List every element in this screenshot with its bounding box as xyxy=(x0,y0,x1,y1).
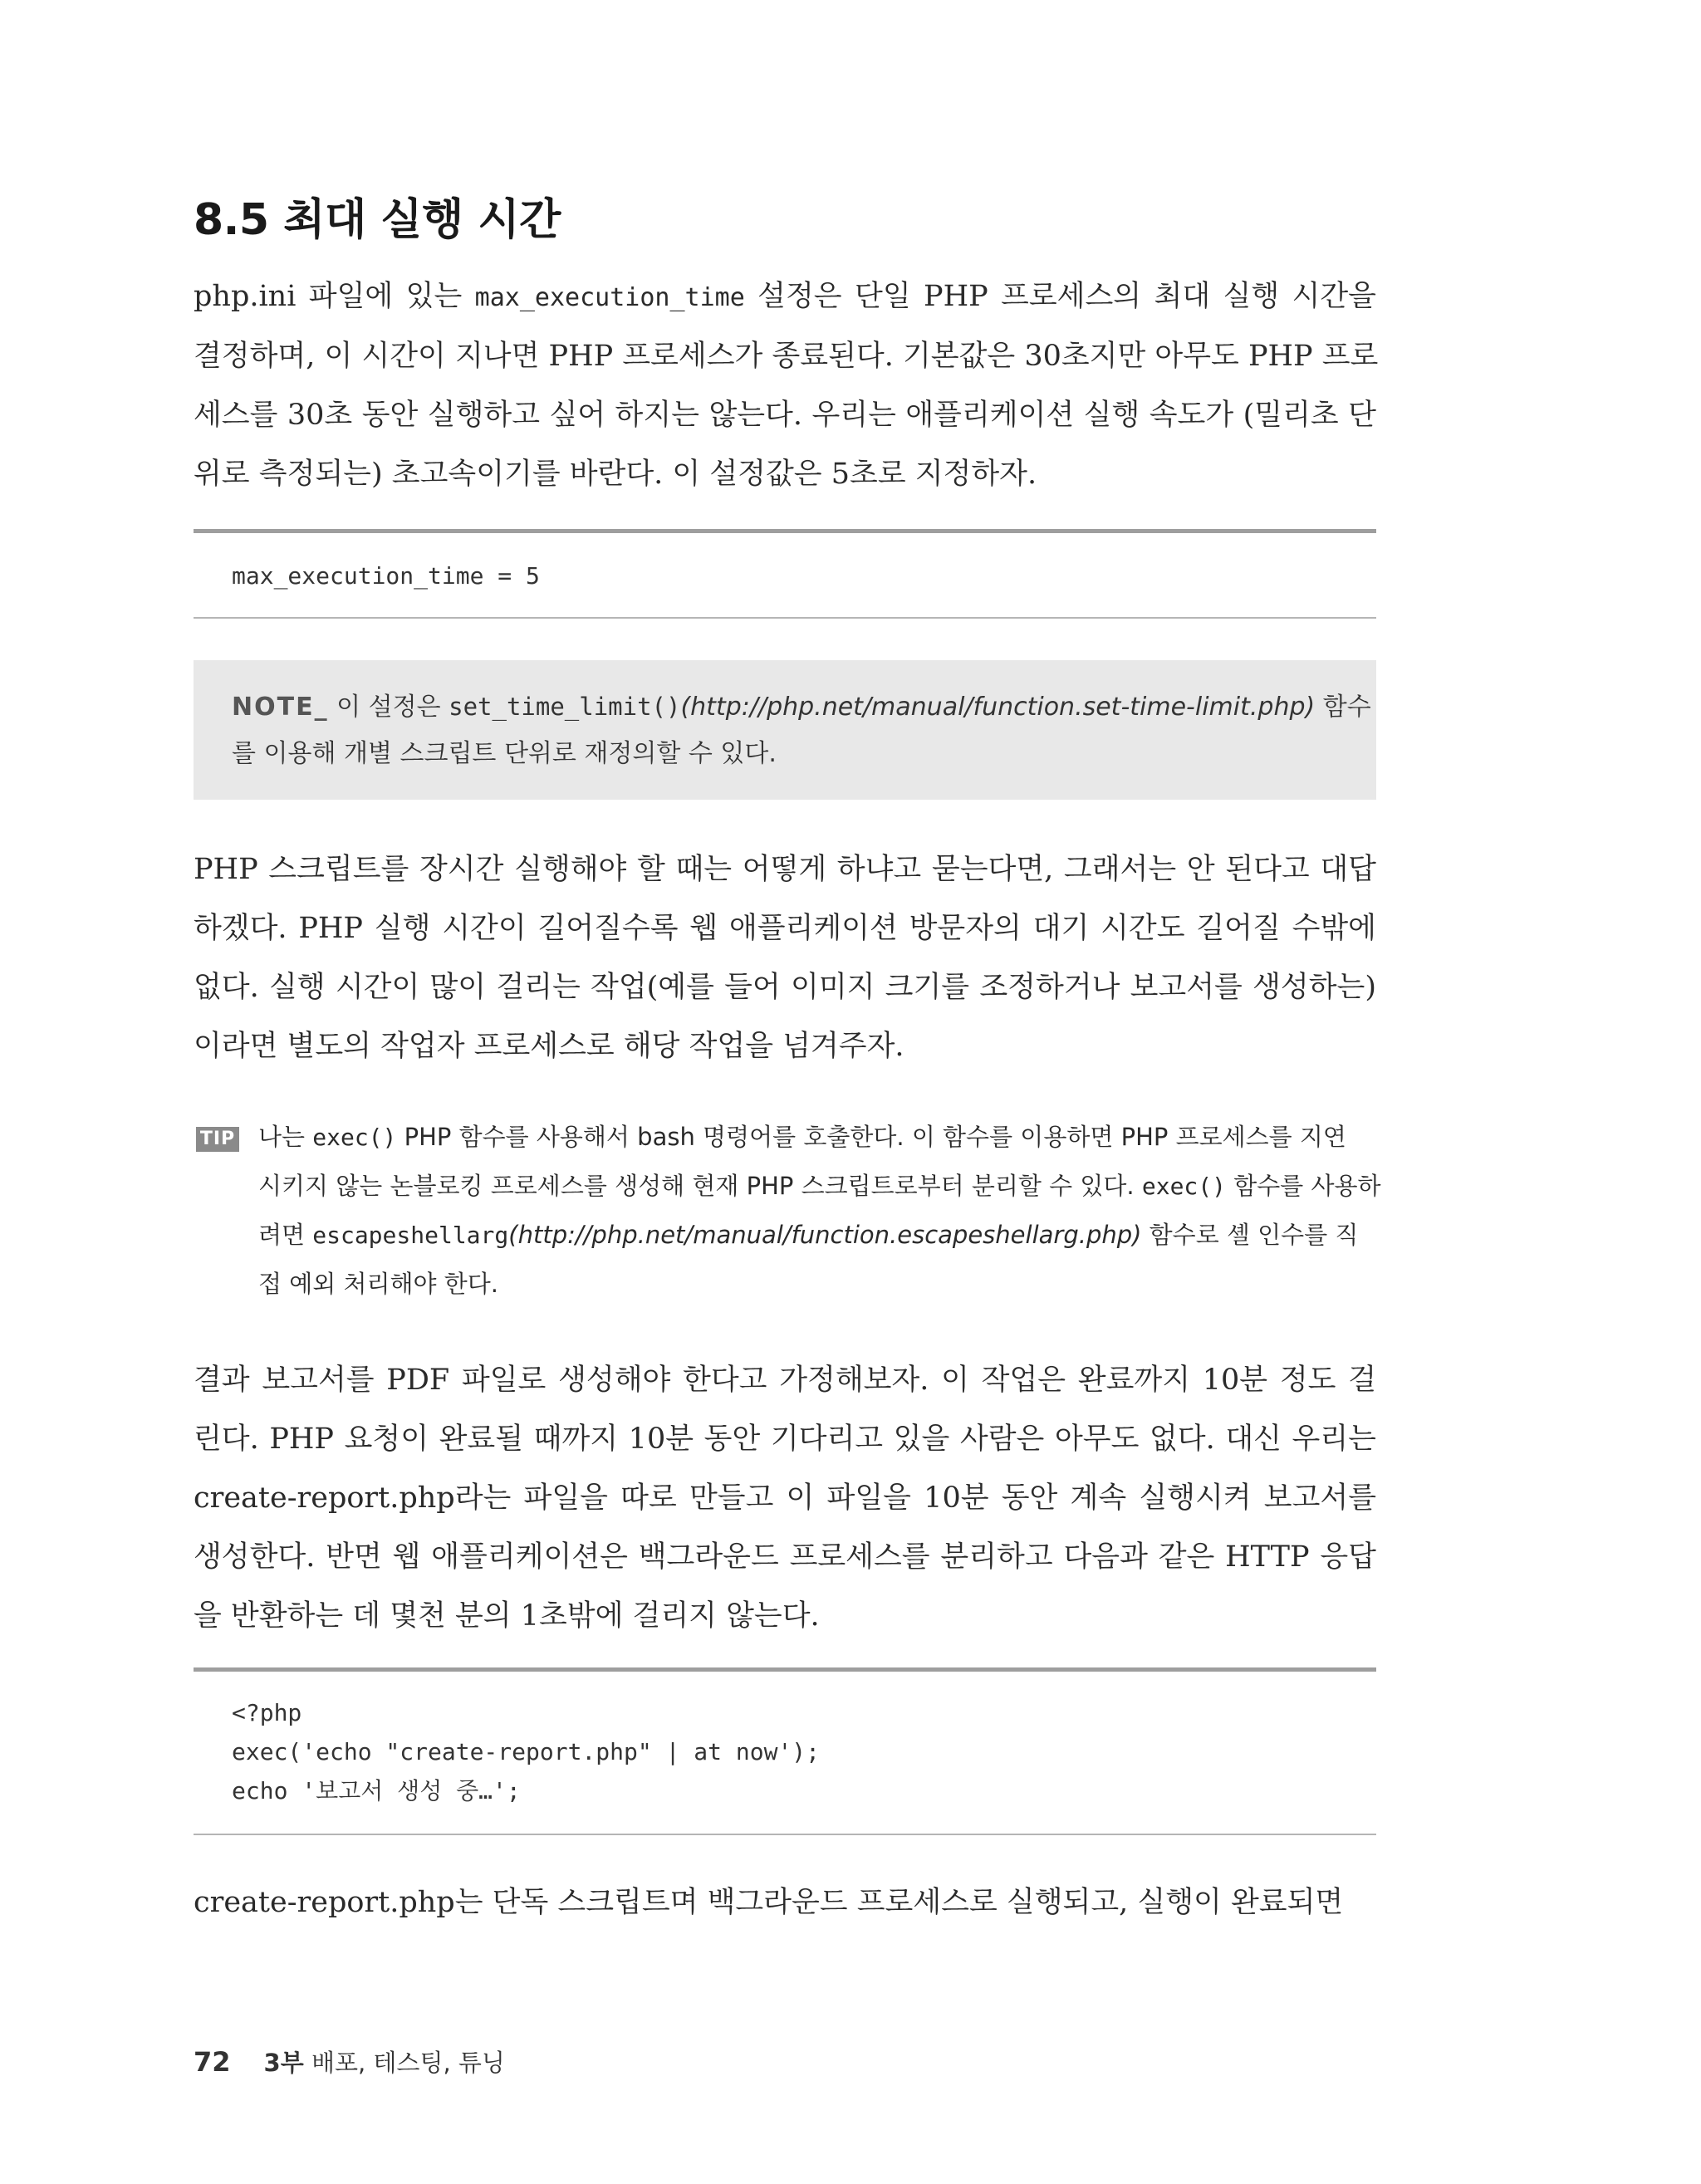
paragraph-line: create-report.php는 단독 스크립트며 백그라운드 프로세스로 실행되고, 실행이 완료되면 xyxy=(194,1886,1344,1919)
paragraph-2 xyxy=(194,840,1376,1076)
tip-line: 나는 exec() PHP 함수를 사용해서 bash 명령어를 호출한다. 이 함수를 이용하면 PHP 프로세스를 지연 xyxy=(258,1123,1346,1151)
code-block-2 xyxy=(194,1667,1376,1835)
paragraph-line: 하겠다. PHP 실행 시간이 길어질수록 웹 애플리케이션 방문자의 대기 시간도 길어질 수밖에 xyxy=(194,912,1376,945)
paragraph-line: 이라면 별도의 작업자 프로세스로 해당 작업을 넘겨주자. xyxy=(194,1030,904,1063)
part-label: 3부 xyxy=(263,2049,304,2077)
tip-line: 접 예외 처리해야 한다. xyxy=(258,1270,498,1298)
paragraph-3 xyxy=(194,1351,1376,1646)
section-heading: 8.5 최대 실행 시간 xyxy=(194,195,561,245)
page-footer xyxy=(194,2044,505,2079)
paragraph-line: 생성한다. 반면 웹 애플리케이션은 백그라운드 프로세스를 분리하고 다음과 같은 HTTP 응답 xyxy=(194,1540,1376,1574)
paragraph-line: PHP 스크립트를 장시간 실행해야 할 때는 어떻게 하냐고 묻는다면, 그래서는 안 된다고 대답 xyxy=(194,853,1376,886)
code-line: max_execution_time = 5 xyxy=(232,562,540,590)
note-url: (http://php.net/manual/function.set-time-limit.php) xyxy=(680,693,1316,722)
paragraph-line: 결과 보고서를 PDF 파일로 생성해야 한다고 가정해보자. 이 작업은 완료까지 10분 정도 걸 xyxy=(194,1364,1376,1397)
paragraph-line: 없다. 실행 시간이 많이 걸리는 작업(예를 들어 이미지 크기를 조정하거나 보고서를 생성하는) xyxy=(194,971,1376,1004)
paragraph-line: 린다. PHP 요청이 완료될 때까지 10분 동안 기다리고 있을 사람은 아무도 없다. 대신 우리는 xyxy=(194,1423,1376,1456)
paragraph-1 xyxy=(194,267,1379,504)
tip-box xyxy=(194,1113,1381,1308)
note-label: NOTE_ xyxy=(232,693,329,722)
inline-code: exec() xyxy=(312,1124,397,1151)
page-number: 72 xyxy=(194,2046,231,2078)
note-line: 를 이용해 개별 스크립트 단위로 재정의할 수 있다. xyxy=(232,739,777,768)
tip-line: 려면 escapeshellarg(http://php.net/manual/function.escapeshellarg.php) 함수로 셸 인수를 직 xyxy=(258,1221,1359,1249)
paragraph-line: 결정하며, 이 시간이 지나면 PHP 프로세스가 종료된다. 기본값은 30초지만 아무도 PHP 프로 xyxy=(194,340,1379,373)
note-box xyxy=(194,660,1376,800)
tip-body xyxy=(258,1113,1381,1308)
part-title: 배포, 테스팅, 튜닝 xyxy=(303,2049,505,2077)
code-line: exec('echo "create-report.php" | at now'); xyxy=(232,1738,821,1765)
paragraph-line: 세스를 30초 동안 실행하고 싶어 하지는 않는다. 우리는 애플리케이션 실행 속도가 (밀리초 단 xyxy=(194,399,1376,432)
note-line: NOTE_ 이 설정은 set_time_limit()(http://php.net/manual/function.set-time-limit.php) 함수 xyxy=(232,693,1371,722)
inline-code: escapeshellarg xyxy=(312,1222,509,1249)
inline-code: max_execution_time xyxy=(474,283,745,312)
inline-code: set_time_limit() xyxy=(449,693,681,721)
code-block-1 xyxy=(194,529,1376,619)
paragraph-line: 위로 측정되는) 초고속이기를 바란다. 이 설정값은 5초로 지정하자. xyxy=(194,458,1037,491)
paragraph-line: php.ini 파일에 있는 max_execution_time 설정은 단일 PHP 프로세스의 최대 실행 시간을 xyxy=(194,280,1376,313)
code-line: <?php xyxy=(232,1699,302,1726)
code-line: echo '보고서 생성 중…'; xyxy=(232,1777,521,1804)
paragraph-line: 을 반환하는 데 몇천 분의 1초밖에 걸리지 않는다. xyxy=(194,1599,820,1633)
tip-url: (http://php.net/manual/function.escapeshellarg.php) xyxy=(508,1221,1142,1249)
inline-code: exec() xyxy=(1141,1173,1227,1200)
tip-line: 시키지 않는 논블로킹 프로세스를 생성해 현재 PHP 스크립트로부터 분리할 수 있다. exec() 함수를 사용하 xyxy=(258,1172,1381,1200)
paragraph-4 xyxy=(194,1873,1376,1932)
paragraph-line: create-report.php라는 파일을 따로 만들고 이 파일을 10분 동안 계속 실행시켜 보고서를 xyxy=(194,1481,1376,1515)
tip-badge: TIP xyxy=(196,1127,239,1152)
